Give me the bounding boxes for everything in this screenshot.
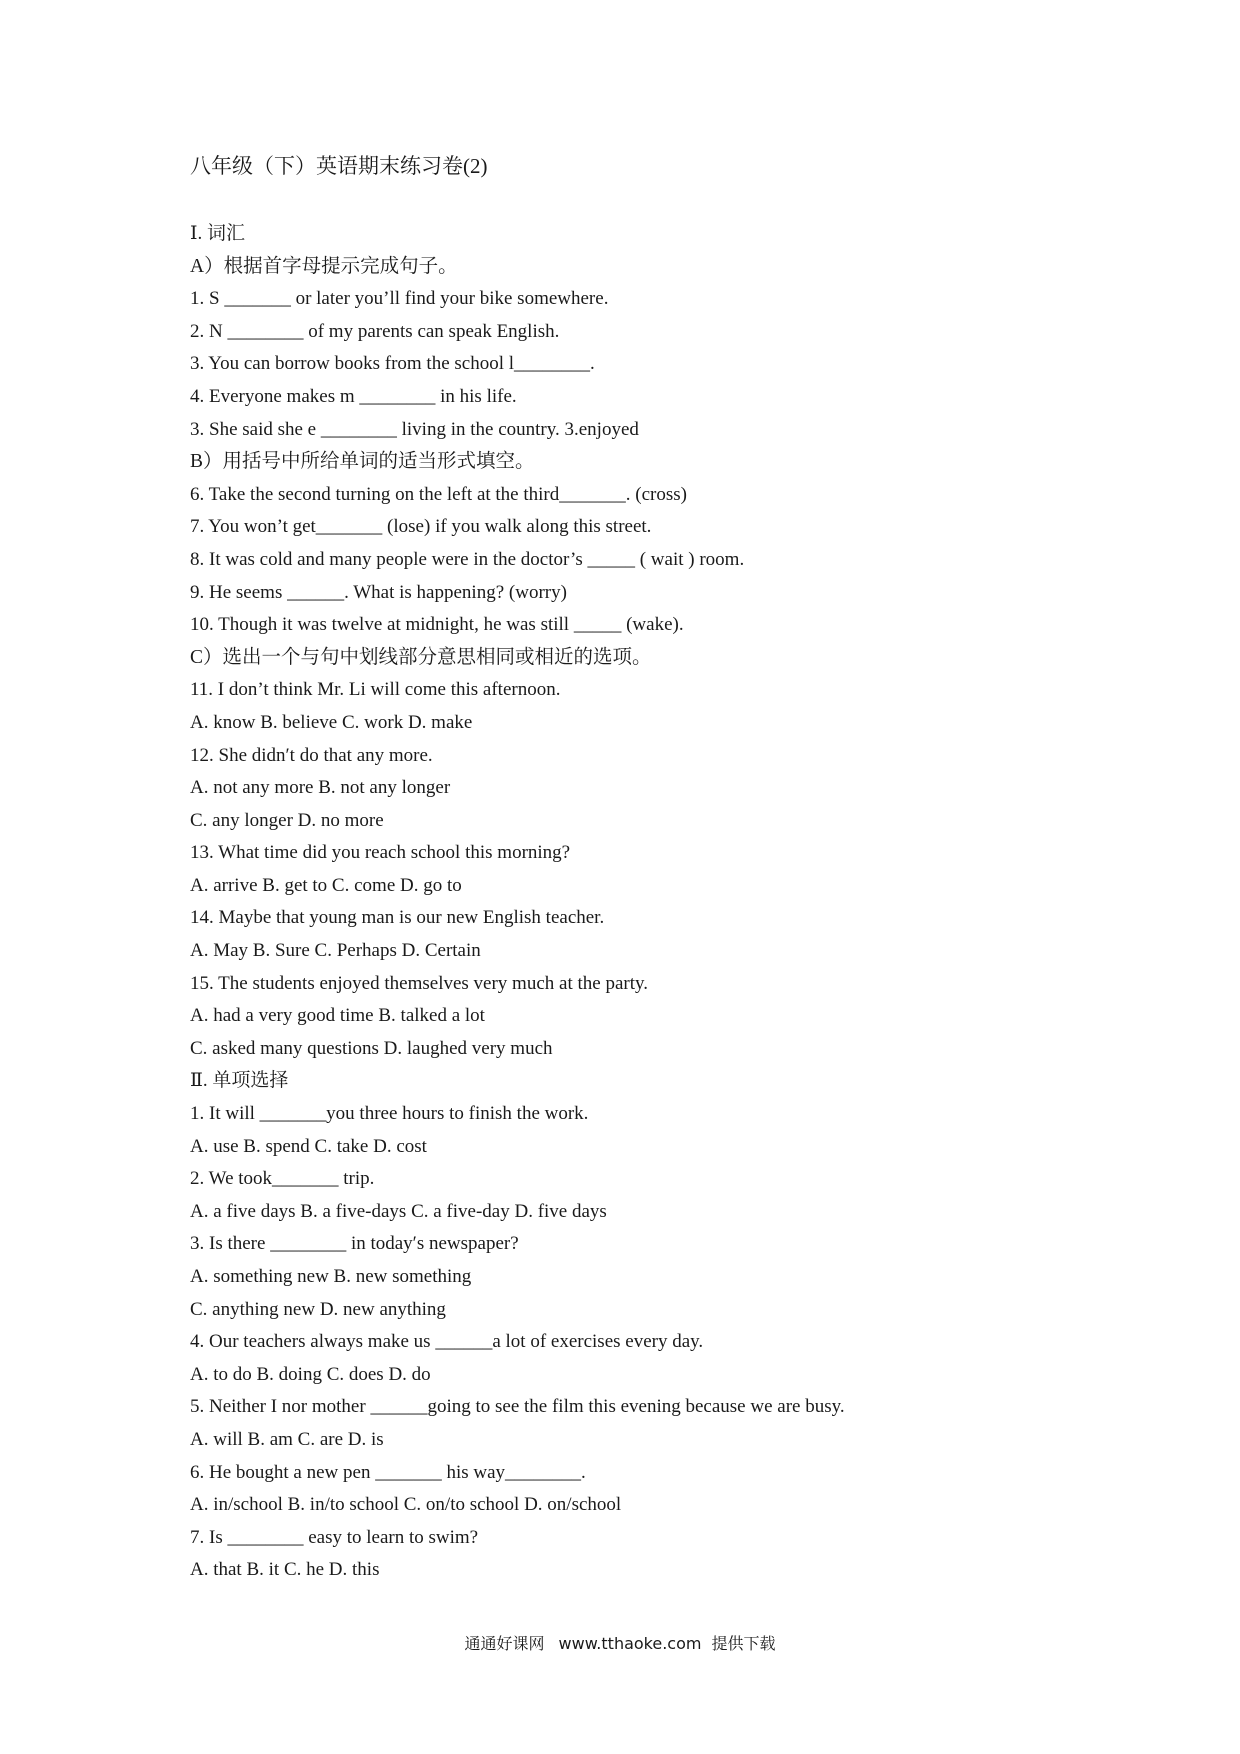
question-line: 6. Take the second turning on the left at the third_______. (cross) [190,483,687,505]
subsection-heading-a: A）根据首字母提示完成句子。 [190,255,458,277]
question-line: 9. He seems ______. What is happening? (worry) [190,581,567,603]
answer-options: A. know B. believe C. work D. make [190,711,473,733]
subsection-heading-c: C）选出一个与句中划线部分意思相同或相近的选项。 [190,646,652,668]
answer-options: A. not any more B. not any longer [190,777,451,799]
answer-options: A. to do B. doing C. does D. do [190,1363,431,1385]
answer-options: A. something new B. new something [190,1266,472,1287]
answer-options: A. had a very good time B. talked a lot [190,1005,485,1027]
question-line: 6. He bought a new pen _______ his way________. [190,1461,586,1483]
question-line: 8. It was cold and many people were in the doctor’s _____ ( wait ) room. [190,548,745,570]
section-heading-vocabulary: Ⅰ. 词汇 [190,223,246,244]
question-line: 1. S _______ or later you’ll find your bike somewhere. [190,288,609,310]
question-line: 14. Maybe that young man is our new English teacher. [190,907,605,929]
subsection-heading-b: B）用括号中所给单词的适当形式填空。 [190,451,535,473]
question-line: 11. I don’t think Mr. Li will come this afternoon. [190,679,561,701]
question-line: 15. The students enjoyed themselves very much at the party. [190,972,648,994]
answer-options: A. a five days B. a five-days C. a five-day D. five days [190,1200,607,1222]
answer-options: A. May B. Sure C. Perhaps D. Certain [190,940,481,962]
question-line: 5. Neither I nor mother ______going to see the film this evening because we are busy. [190,1396,845,1418]
footer-site-name: 通通好课网 [464,1634,545,1653]
question-line: 3. She said she e ________ living in the country. 3.enjoyed [190,418,639,440]
question-line: 7. Is ________ easy to learn to swim? [190,1526,479,1548]
footer-action: 提供下载 [711,1634,776,1653]
question-line: 3. You can borrow books from the school l________. [190,353,595,375]
question-line: 13. What time did you reach school this morning? [190,842,571,864]
section-heading-multiple-choice: Ⅱ. 单项选择 [190,1070,289,1092]
answer-options: C. any longer D. no more [190,809,384,831]
question-line: 7. You won’t get_______ (lose) if you walk along this street. [190,516,652,538]
answer-options: A. in/school B. in/to school C. on/to school D. on/school [190,1494,622,1516]
answer-options: C. anything new D. new anything [190,1298,446,1320]
question-line: 2. N ________ of my parents can speak English. [190,320,560,342]
page-title: 八年级（下）英语期末练习卷(2) [190,154,488,178]
question-line: 4. Everyone makes m ________ in his life. [190,385,517,407]
answer-options: A. arrive B. get to C. come D. go to [190,874,462,896]
answer-options: A. that B. it C. he D. this [190,1559,380,1581]
question-line: 12. She didn′t do that any more. [190,744,433,766]
question-line: 10. Though it was twelve at midnight, he was still _____ (wake). [190,614,684,636]
question-line: 1. It will _______you three hours to finish the work. [190,1103,589,1125]
footer-url: www.tthaoke.com [558,1634,702,1653]
answer-options: A. will B. am C. are D. is [190,1428,384,1450]
exercise-content [190,218,1190,1587]
answer-options: A. use B. spend C. take D. cost [190,1135,427,1157]
answer-options: C. asked many questions D. laughed very much [190,1037,553,1059]
question-line: 2. We took_______ trip. [190,1168,375,1190]
question-line: 3. Is there ________ in today′s newspaper? [190,1233,519,1255]
page-footer [0,1632,1240,1656]
question-line: 4. Our teachers always make us ______a lot of exercises every day. [190,1331,704,1353]
